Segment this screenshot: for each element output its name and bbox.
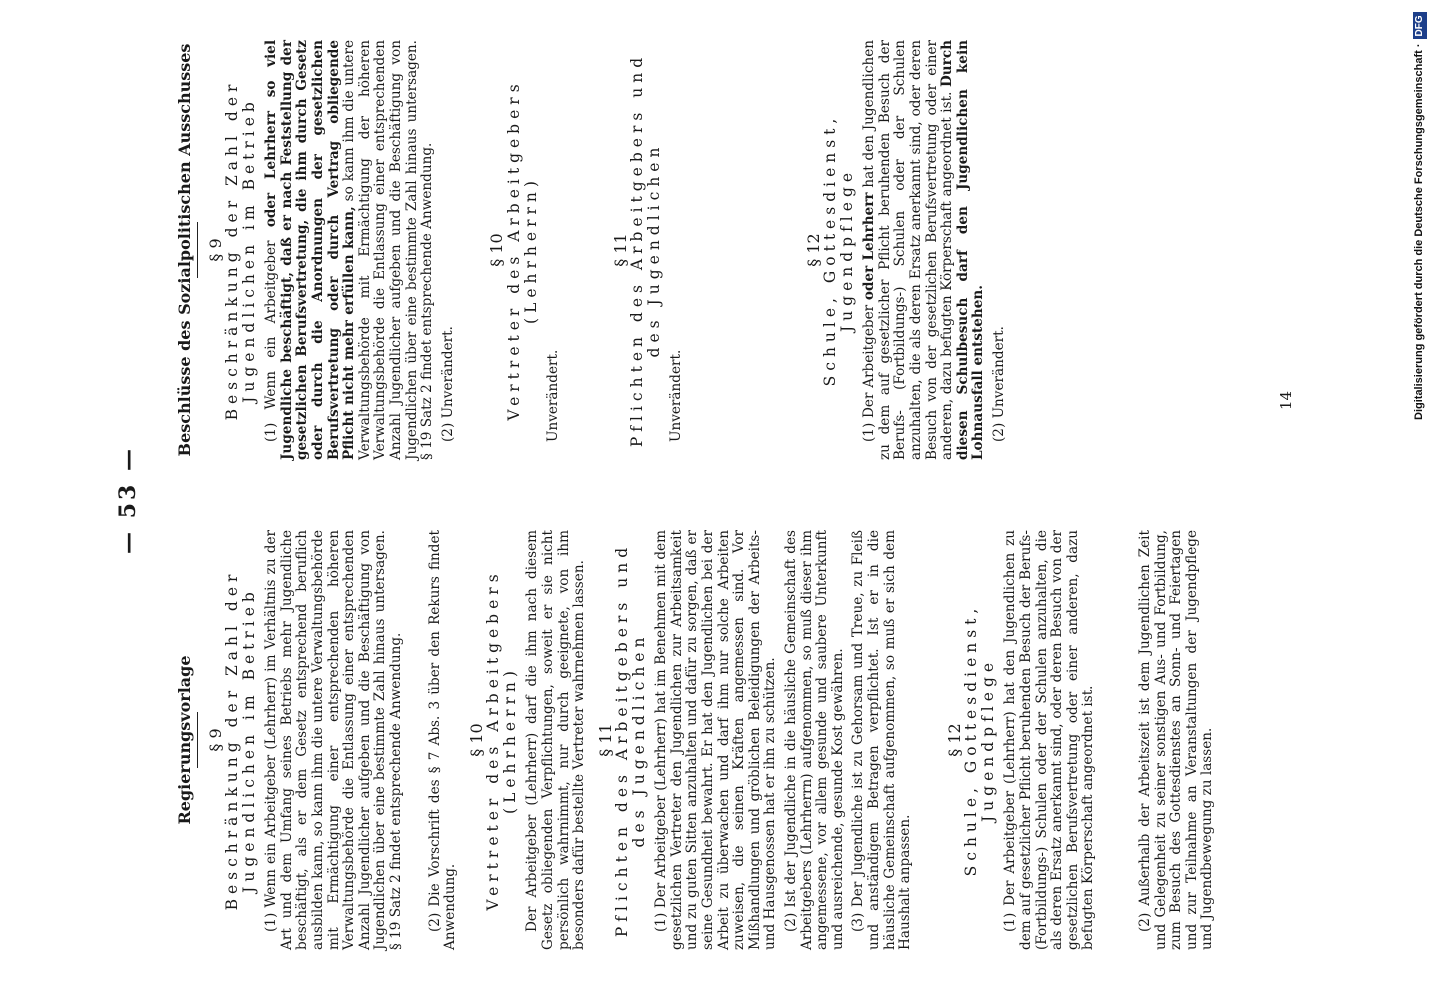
- paragraph: (1) Wenn ein Arbeitgeber (Lehrherr) im Verhältnis zu der Art und dem Umfang seines Betriebs mehr Jugendliche beschäftigt, als er dem Gesetz entsprechend beruflich ausbilden kann, so kann ihm die untere Verwaltungsbehörde mit Ermächtigung einer entsprechenden höheren Verwaltungsbehörde die Entlassung einer entsprechenden Anzahl Jugendlicher aufgeben und die Beschäftigung von Jugendlichen über eine bestimmte Zahl hinaus untersagen. § 19 Satz 2 findet entsprechende Anwendung.: [263, 530, 404, 950]
- section-number: § 12: [803, 233, 823, 267]
- section-number: § 9: [205, 238, 225, 262]
- section-number: § 11: [595, 723, 615, 757]
- paragraph: (2) Unverändert.: [991, 326, 1008, 442]
- paragraph: (2) Außerhalb der Arbeitszeit ist dem Jugendlichen Zeit und Gelegenheit zu seiner sonstigen Aus- und Fortbildung, zum Besuch des Gottesdienstes an Sonn- und Feiertagen und zur Teilnahme an Veranstaltungen der Jugendpflege und Jugendbewegung zu lassen.: [1136, 530, 1216, 950]
- section-title: Vertreter des Arbeitgebers (Lehrherrn): [504, 79, 540, 421]
- paragraph: (1) Der Arbeitgeber (Lehrherr) hat im Benehmen mit dem gesetzlichen Vertreter den Jugendlichen zur Arbeitsamkeit und zu guten Sitten anzuhalten und dafür zu sorgen, daß er seine Gesundheit bewahrt. Er hat den Jugendlichen bei der Arbeit zu überwachen und darf ihm nur solche Arbeiten zuweisen, die seinen Kräften angemessen sind. Vor Mißhandlungen und gröblichen Beleidigungen der Arbeits- und Hausgenossen hat er ihn zu schützen.: [653, 530, 779, 950]
- paragraph: (2) Ist der Jugendliche in die häusliche Gemeinschaft des Arbeitgebers (Lehrherrn) aufgenommen, so muß dieser ihm angemessene, vor allem gesunde und saubere Unterkunft und ausreichende, gesunde Kost gewähren.: [783, 530, 846, 950]
- section-number: § 10: [466, 723, 486, 757]
- column-government-draft: [177, 530, 1221, 950]
- paragraph: (1) Der Arbeitgeber oder Lehrherr hat den Jugendlichen zu dem auf gesetzlicher Pflicht beruhenden Besuch der Berufs- (Fortbildungs-) Schulen oder der Schulen anzuhalten, die als deren Ersatz anerkannt sind, oder deren Besuch von der gesetzlichen Berufsvertretung oder einer anderen, dazu befugten Körperschaft angeordnet ist. Durch diesen Schulbesuch darf den Jugendlichen kein Lohnausfall entstehen.: [861, 40, 987, 460]
- section-title: Schule, Gottesdienst, Jugendpflege: [962, 603, 998, 877]
- paragraph: (1) Wenn ein Arbeitgeber oder Lehrherr so viel Jugendliche beschäftigt, daß er nach Feststellung der gesetzlichen Berufsvertretung, die ihm durch Gesetz oder durch die Anordnungen der gesetzlichen Berufsvertretung oder durch Vertrag obliegende Pflicht nicht mehr erfüllen kann, so kann ihm die untere Verwaltungsbehörde mit Ermächtigung der höheren Verwaltungsbehörde die Entlassung einer entsprechenden Anzahl Jugendlicher aufgeben und die Beschäftigung von Jugendlichen über eine bestimmte Zahl hinaus untersagen. § 19 Satz 2 findet entsprechende Anwendung.: [263, 40, 436, 460]
- paragraph: (3) Der Jugendliche ist zu Gehorsam und Treue, zu Fleiß und anständigem Betragen verpflichtet. Ist er in die häusliche Gemeinschaft aufgenommen, so muß er sich dem Haushalt anpassen.: [850, 530, 914, 950]
- credit-text: Digitalisierung gefördert durch die Deutsche Forschungsgemeinschaft ·: [1413, 43, 1425, 420]
- paragraph: (1) Der Arbeitgeber (Lehrherr) hat den Jugendlichen zu dem auf gesetzlicher Pflicht beruhenden Besuch der Berufs- (Fortbildungs-) Schulen oder der Schulen anzuhalten, die als deren Ersatz anerkannt sind, oder deren Besuch von der gesetzlichen Berufsvertretung oder einer anderen, dazu befugten Körperschaft angeordnet ist.: [1002, 530, 1097, 950]
- paragraph: Der Arbeitgeber (Lehrherr) darf die ihm nach diesem Gesetz obliegenden Verpflichtungen, soweit er sie nicht persönlich wahrnimmt, nur durch geeignete, von ihm besonders dafür bestellte Vertreter wahrnehmen lassen.: [524, 530, 588, 950]
- paragraph: (2) Die Vorschrift des § 7 Abs. 3 über den Rekurs findet Anwendung.: [426, 530, 459, 950]
- amended-text: oder Lehrherr: [861, 192, 878, 301]
- document-page: [67, 40, 1367, 950]
- paragraph: Unverändert.: [544, 349, 561, 442]
- column-heading-right: Beschlüsse des Sozialpolitischen Ausschusses: [175, 43, 194, 457]
- section-number: § 11: [610, 233, 630, 267]
- dfg-logo: DFG: [1413, 12, 1427, 39]
- heading-rule: [197, 222, 198, 278]
- section-number: § 12: [944, 723, 964, 757]
- page-number: — 53 —: [115, 446, 141, 554]
- section-title: Beschränkung der Zahl der Jugendlichen im Betrieb: [223, 569, 259, 911]
- digitization-credit: [1412, 0, 1427, 420]
- section-title: Beschränkung der Zahl der Jugendlichen im Betrieb: [223, 79, 259, 421]
- section-number: § 9: [205, 728, 225, 752]
- amended-text: oder Lehrherr so viel Jugendliche beschäftigt, daß er nach Feststellung der gesetzlichen Berufsvertretung, die ihm durch Gesetz oder durch die Anordnungen der gesetzlichen Berufsvertretung oder durch Vertrag obliegende Pflicht nicht mehr erfüllen kann,: [263, 40, 358, 460]
- section-title: Vertreter des Arbeitgebers (Lehrherrn): [484, 569, 520, 911]
- section-title: Pflichten des Arbeitgebers und des Jugendlichen: [613, 542, 649, 938]
- column-heading-left: Regierungsvorlage: [175, 655, 194, 825]
- section-number: § 10: [487, 233, 507, 267]
- footer-number: 14: [1277, 390, 1295, 410]
- paragraph: (2) Unverändert.: [439, 326, 456, 442]
- heading-rule: [197, 712, 198, 768]
- amended-text: Durch diesen Schulbesuch darf den Jugendlichen kein Lohnausfall entstehen.: [939, 40, 987, 460]
- section-title: Schule, Gottesdienst, Jugendpflege: [821, 113, 857, 387]
- column-committee-resolutions: [177, 40, 1013, 460]
- section-title: Pflichten des Arbeitgebers und des Jugendlichen: [628, 52, 664, 448]
- paragraph: Unverändert.: [668, 349, 685, 442]
